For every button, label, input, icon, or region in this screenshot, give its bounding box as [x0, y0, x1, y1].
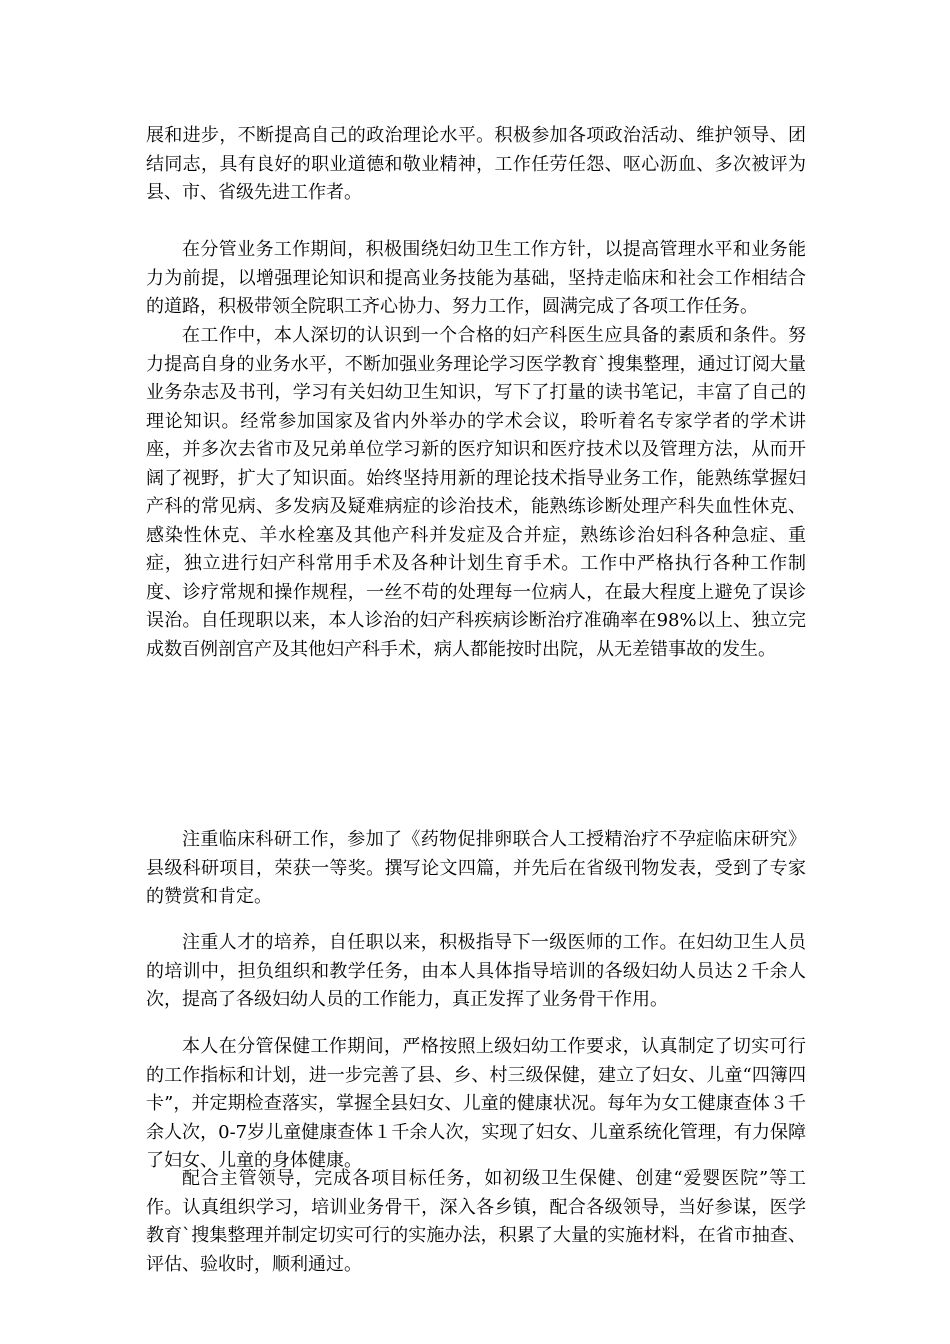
paragraph-7: 配合主管领导，完成各项目标任务，如初级卫生保健、创建“爱婴医院”等工作。认真组织学习，培训业务骨干，深入各乡镇，配合各级领导，当好参谋，医学教育`搜集整理并制定切实可行的实施办法，积累了大量的实施材料，在省市抽查、评估、验收时，顺利通过。 [146, 1168, 806, 1275]
paragraph-4: 注重临床科研工作，参加了《药物促排卵联合人工授精治疗不孕症临床研究》县级科研项目，荣获一等奖。撰写论文四篇，并先后在省级刊物发表，受到了专家的赞赏和肯定。 [146, 829, 806, 907]
paragraph-3: 在工作中，本人深切的认识到一个合格的妇产科医生应具备的素质和条件。努力提高自身的业务水平，不断加强业务理论学习医学教育`搜集整理，通过订阅大量业务杂志及书刊，学习有关妇幼卫生知识，写下了打量的读书笔记，丰富了自己的理论知识。经常参加国家及省内外举办的学术会议，聆听着名专家学者的学术讲座，并多次去省市及兄弟单位学习新的医疗知识和医疗技术以及管理方法，从而开阔了视野，扩大了知识面。始终坚持用新的理论技术指导业务工作，能熟练掌握妇产科的常见病、多发病及疑难病症的诊治技术，能熟练诊断处理产科失血性休克、感染性休克、羊水栓塞及其他产科并发症及合并症，熟练诊治妇科各种急症、重症，独立进行妇产科常用手术及各种计划生育手术。工作中严格执行各种工作制度、诊疗常规和操作规程，一丝不苟的处理每一位病人，在最大程度上避免了误诊误治。自任现职以来，本人诊治的妇产科疾病诊断治疗准确率在98%以上、独立完成数百例剖宫产及其他妇产科手术，病人都能按时出院，从无差错事故的发生。 [146, 325, 806, 660]
paragraph-1: 展和进步，不断提高自己的政治理论水平。积极参加各项政治活动、维护领导、团结同志，具有良好的职业道德和敬业精神，工作任劳任怨、呕心沥血、多次被评为县、市、省级先进工作者。 [146, 125, 806, 203]
paragraph-6: 本人在分管保健工作期间，严格按照上级妇幼工作要求，认真制定了切实可行的工作指标和计划，进一步完善了县、乡、村三级保健，建立了妇女、儿童“四簿四卡”，并定期检查落实，掌握全县妇女、儿童的健康状况。每年为女工健康查体３千余人次，0-7岁儿童健康查体１千余人次，实现了妇女、儿童系统化管理，有力保障了妇女、儿童的身体健康。 [146, 1036, 806, 1171]
paragraph-2: 在分管业务工作期间，积极围绕妇幼卫生工作方针，以提高管理水平和业务能力为前提，以增强理论知识和提高业务技能为基础，坚持走临床和社会工作相结合的道路，积极带领全院职工齐心协力、努力工作，圆满完成了各项工作任务。 [146, 239, 806, 317]
paragraph-5: 注重人才的培养，自任职以来，积极指导下一级医师的工作。在妇幼卫生人员的培训中，担负组织和教学任务，由本人具体指导培训的各级妇幼人员达２千余人次，提高了各级妇幼人员的工作能力，真正发挥了业务骨干作用。 [146, 932, 806, 1010]
